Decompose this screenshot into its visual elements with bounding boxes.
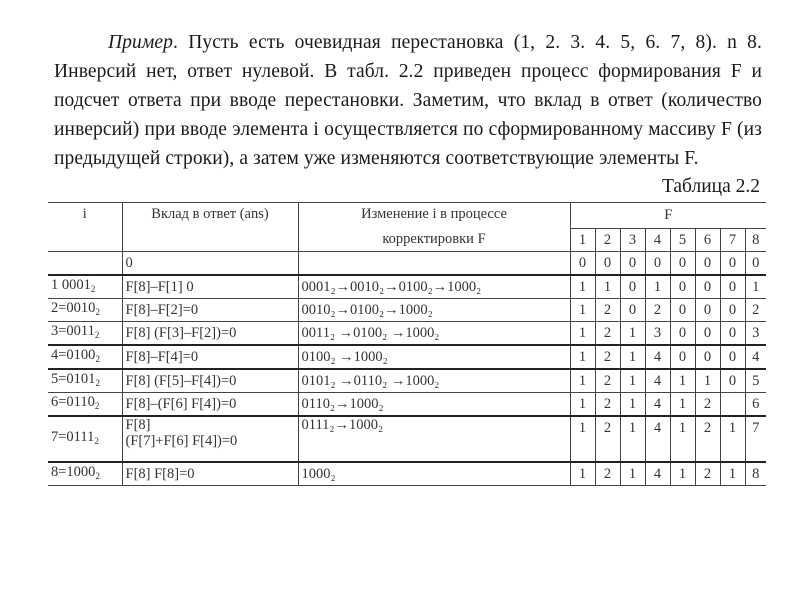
cell-f: 1	[670, 369, 695, 393]
cell-ans	[122, 462, 298, 486]
cell-f: 1	[620, 321, 645, 345]
cell-change: 0010₂→0100₂→1000₂	[298, 298, 570, 321]
cell-f: 1	[570, 345, 595, 369]
cell-change: 0011₂ →0100₂ →1000₂	[298, 321, 570, 345]
header-change-1: Изменение i в процессе	[298, 203, 570, 229]
header-row-1	[48, 203, 766, 229]
table-row	[48, 321, 766, 345]
cell-f: 1	[620, 416, 645, 462]
cell-f: 1	[670, 416, 695, 462]
cell-i-value: 1 0001	[51, 276, 91, 293]
cell-ans-line: F[8] F[8]=0	[125, 465, 195, 482]
cell-f: 0	[620, 275, 645, 299]
table-row	[48, 345, 766, 369]
table-row	[48, 416, 766, 462]
table-row	[48, 275, 766, 299]
cell-f: 0	[695, 345, 720, 369]
cell-i-value: 5=0101	[51, 370, 96, 387]
cell-f: 3	[645, 321, 670, 345]
cell-f: 1	[620, 345, 645, 369]
cell-f	[720, 392, 745, 416]
cell-ans-line: F[8] (F[5]–F[4])=0	[125, 372, 237, 389]
cell-f: 0	[720, 345, 745, 369]
f-index: 7	[720, 228, 745, 251]
cell-ans-line: F[8]–(F[6] F[4])=0	[125, 395, 237, 412]
cell-i-value: 3=0011	[51, 322, 95, 339]
cell-i	[48, 275, 122, 299]
cell-f: 1	[595, 275, 620, 299]
cell-f: 2	[595, 321, 620, 345]
f-index: 6	[695, 228, 720, 251]
cell-f: 1	[745, 275, 766, 299]
cell-f: 1	[570, 275, 595, 299]
cell-change: 0100₂ →1000₂	[298, 345, 570, 369]
cell-f: 2	[595, 416, 620, 462]
cell-change: 0001₂→0010₂→0100₂→1000₂	[298, 275, 570, 299]
cell-ans-line: F[8]–F[2]=0	[125, 301, 199, 318]
cell-f: 0	[720, 321, 745, 345]
cell-i	[48, 345, 122, 369]
cell-f: 0	[695, 321, 720, 345]
cell-f: 1	[570, 392, 595, 416]
cell-f: 1	[620, 462, 645, 486]
cell-i	[48, 416, 122, 462]
cell-i	[48, 369, 122, 393]
f-index: 3	[620, 228, 645, 251]
header-F: F	[570, 203, 766, 229]
header-i: i	[48, 203, 122, 252]
f-index: 4	[645, 228, 670, 251]
cell-f: 7	[745, 416, 766, 462]
cell-i-subscript: 2	[94, 435, 99, 446]
init-row: 0 0 0 0 0 0 0 0 0	[48, 251, 766, 275]
cell-f: 0	[720, 369, 745, 393]
cell-f: 4	[645, 369, 670, 393]
cell-change: 0111₂→1000₂	[298, 416, 570, 462]
cell-i	[48, 298, 122, 321]
cell-f: 1	[570, 321, 595, 345]
example-label: Пример	[108, 32, 174, 53]
cell-i-value: 8=1000	[51, 463, 96, 480]
cell-i	[48, 392, 122, 416]
table-row	[48, 392, 766, 416]
cell-ans-line: (F[7]+F[6] F[4])=0	[125, 432, 238, 449]
cell-ans	[122, 369, 298, 393]
cell-f: 5	[745, 369, 766, 393]
cell-change: 0110₂→1000₂	[298, 392, 570, 416]
cell-f: 4	[745, 345, 766, 369]
cell-f: 0	[695, 275, 720, 299]
cell-f: 0	[670, 321, 695, 345]
cell-f: 2	[595, 462, 620, 486]
table-caption: Таблица 2.2	[661, 176, 760, 197]
cell-f: 1	[720, 462, 745, 486]
cell-f: 4	[645, 462, 670, 486]
paragraph	[54, 28, 762, 173]
paragraph-text: . Пусть есть очевидная перестановка (1, 2. 3. 4. 5, 6. 7, 8). n 8. Инверсий нет, ответ нулевой. В табл. 2.2 приведен процесс формирования F и подсчет ответа при вводе перестановки. Заметим, что вклад в ответ (количество инверсий) при вводе элемента i осуществляется по сформированному массиву F (из предыдущей строки), а затем уже изменяются соответствующие элементы F.	[54, 32, 762, 169]
cell-i-value: 4=0100	[51, 346, 96, 363]
cell-i-subscript: 2	[95, 306, 100, 317]
cell-i-value: 7=0111	[51, 428, 95, 445]
cell-ans	[122, 345, 298, 369]
cell-f: 2	[645, 298, 670, 321]
cell-i-subscript: 2	[94, 400, 100, 411]
cell-f: 1	[620, 369, 645, 393]
inversion-table	[48, 202, 766, 486]
cell-f: 0	[670, 298, 695, 321]
cell-ans	[122, 416, 298, 462]
cell-f: 2	[595, 369, 620, 393]
cell-f: 4	[645, 416, 670, 462]
cell-ans	[122, 321, 298, 345]
cell-i	[48, 321, 122, 345]
cell-f: 4	[645, 392, 670, 416]
cell-f: 1	[570, 298, 595, 321]
cell-i-subscript: 2	[95, 353, 100, 364]
cell-ans-line: F[8] (F[3]–F[2])=0	[125, 324, 237, 341]
cell-f: 1	[645, 275, 670, 299]
table-row	[48, 369, 766, 393]
cell-ans	[122, 392, 298, 416]
f-index: 8	[745, 228, 766, 251]
cell-f: 4	[645, 345, 670, 369]
cell-f: 0	[720, 298, 745, 321]
cell-f: 2	[595, 392, 620, 416]
header-ans: Вклад в ответ (ans)	[122, 203, 298, 229]
cell-f: 2	[695, 462, 720, 486]
cell-f: 1	[720, 416, 745, 462]
cell-f: 0	[695, 298, 720, 321]
cell-f: 1	[620, 392, 645, 416]
cell-f: 1	[570, 369, 595, 393]
cell-f: 0	[620, 298, 645, 321]
cell-f: 0	[720, 275, 745, 299]
cell-change: 1000₂	[298, 462, 570, 486]
cell-ans-line: F[8]	[125, 416, 151, 433]
cell-f: 1	[570, 462, 595, 486]
table-row	[48, 462, 766, 486]
cell-i-value: 2=0010	[51, 299, 96, 316]
table-row	[48, 298, 766, 321]
cell-f: 1	[570, 416, 595, 462]
cell-f: 1	[670, 462, 695, 486]
cell-i-subscript: 2	[95, 470, 100, 481]
cell-ans-line: F[8]–F[4]=0	[125, 348, 199, 365]
cell-ans	[122, 298, 298, 321]
cell-i-subscript: 2	[95, 377, 100, 388]
cell-f: 2	[695, 416, 720, 462]
cell-f: 1	[670, 392, 695, 416]
cell-f: 2	[595, 345, 620, 369]
f-index: 5	[670, 228, 695, 251]
cell-f: 6	[745, 392, 766, 416]
cell-f: 2	[745, 298, 766, 321]
cell-ans-line: F[8]–F[1] 0	[125, 278, 194, 295]
cell-f: 3	[745, 321, 766, 345]
cell-f: 2	[595, 298, 620, 321]
cell-f: 0	[670, 345, 695, 369]
cell-f: 0	[670, 275, 695, 299]
f-index: 2	[595, 228, 620, 251]
header-ans-blank	[122, 228, 298, 251]
cell-i-subscript: 2	[94, 329, 100, 340]
f-index: 1	[570, 228, 595, 251]
cell-i-value: 6=0110	[51, 393, 95, 410]
header-row-2	[48, 228, 766, 251]
cell-i-subscript: 2	[90, 283, 96, 294]
cell-ans	[122, 275, 298, 299]
cell-i	[48, 462, 122, 486]
cell-f: 2	[695, 392, 720, 416]
init-ans: 0	[122, 251, 298, 275]
header-change-2: корректировки F	[298, 228, 570, 251]
cell-change: 0101₂ →0110₂ →1000₂	[298, 369, 570, 393]
cell-f: 1	[695, 369, 720, 393]
cell-f: 8	[745, 462, 766, 486]
